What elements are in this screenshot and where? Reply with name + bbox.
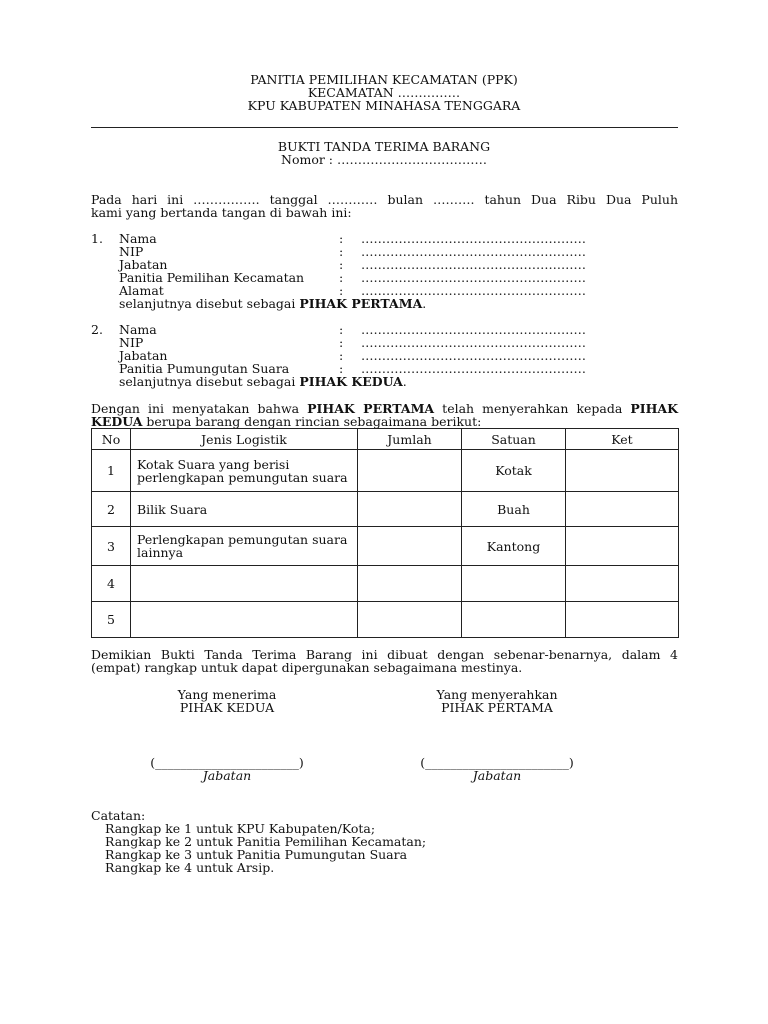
signature-left-jabatan: Jabatan: [202, 768, 252, 783]
cell-jenis: [131, 602, 358, 638]
cell-ket: [566, 602, 679, 638]
column-header-ket: Ket: [566, 429, 679, 450]
signature-right-party: PIHAK PERTAMA: [441, 700, 553, 715]
closing-period: .: [422, 296, 427, 311]
field-dots: ………………………………………………: [361, 322, 586, 337]
cell-jenis: Bilik Suara: [131, 492, 358, 527]
field-dots: ………………………………………………: [361, 361, 586, 376]
closing-line-1: Demikian Bukti Tanda Terima Barang ini dibuat dengan sebenar-benarnya, dalam 4: [91, 647, 678, 662]
cell-no: 1: [92, 450, 131, 492]
party-1-closing: [119, 297, 426, 310]
closing-period: .: [402, 374, 407, 389]
cell-no: 3: [92, 527, 131, 566]
signature-right-role: Yang menyerahkan: [436, 687, 558, 702]
closing-text: selanjutnya disebut sebagai: [119, 296, 300, 311]
cell-jenis: Perlengkapan pemungutan suara lainnya: [131, 527, 358, 566]
field-dots: ………………………………………………: [361, 270, 586, 285]
notes-item: Rangkap ke 3 untuk Panitia Pumungutan Suara: [105, 847, 408, 862]
cell-jumlah: [358, 566, 462, 602]
party-2-designation: PIHAK KEDUA: [299, 374, 403, 389]
field-colon: :: [339, 257, 344, 272]
table-header-row: [92, 429, 679, 450]
closing-text: selanjutnya disebut sebagai: [119, 374, 300, 389]
document-number: Nomor : ………………………………: [281, 152, 487, 167]
column-header-no: No: [92, 429, 131, 450]
cell-no: 5: [92, 602, 131, 638]
field-colon: :: [339, 348, 344, 363]
field-colon: :: [339, 283, 344, 298]
header-line-2: KECAMATAN ……………: [307, 85, 461, 100]
field-colon: :: [339, 270, 344, 285]
statement-party-2a: PIHAK: [630, 401, 678, 416]
field-dots: ………………………………………………: [361, 231, 586, 246]
table-row: [92, 602, 679, 638]
party-1-designation: PIHAK PERTAMA: [299, 296, 423, 311]
statement-line-2: [91, 415, 678, 428]
field-colon: :: [339, 361, 344, 376]
field-colon: :: [339, 244, 344, 259]
field-dots: ………………………………………………: [361, 283, 586, 298]
signature-right-jabatan: Jabatan: [472, 768, 522, 783]
notes-item: Rangkap ke 2 untuk Panitia Pemilihan Kecamatan;: [105, 834, 427, 849]
column-header-satuan: Satuan: [462, 429, 566, 450]
field-colon: :: [339, 322, 344, 337]
cell-jumlah: [358, 602, 462, 638]
field-label: NIP: [119, 335, 144, 350]
field-dots: ………………………………………………: [361, 257, 586, 272]
cell-satuan: Kotak: [462, 450, 566, 492]
header-line-3: KPU KABUPATEN MINAHASA TENGGARA: [247, 98, 521, 113]
field-dots: ………………………………………………: [361, 335, 586, 350]
intro-line-1: Pada hari ini ……………. tanggal ………… bulan ………. tahun Dua Ribu Dua Puluh: [91, 192, 678, 207]
cell-satuan: [462, 602, 566, 638]
logistics-table: [91, 428, 679, 638]
statement-party-1: PIHAK PERTAMA: [307, 401, 435, 416]
statement-party-2b: KEDUA: [91, 414, 143, 429]
cell-satuan: Buah: [462, 492, 566, 527]
field-label: Panitia Pumungutan Suara: [119, 361, 290, 376]
field-colon: :: [339, 335, 344, 350]
column-header-jumlah: Jumlah: [358, 429, 462, 450]
statement-text: Dengan ini menyatakan bahwa: [91, 401, 308, 416]
field-dots: ………………………………………………: [361, 244, 586, 259]
field-label: Nama: [119, 322, 157, 337]
cell-no: 2: [92, 492, 131, 527]
cell-jenis: Kotak Suara yang berisi perlengkapan pemungutan suara: [131, 450, 358, 492]
notes-title: Catatan:: [91, 808, 146, 823]
document-title: BUKTI TANDA TERIMA BARANG: [277, 139, 491, 154]
signature-left-party: PIHAK KEDUA: [179, 700, 275, 715]
signature-left-role: Yang menerima: [177, 687, 277, 702]
table-row: [92, 527, 679, 566]
table-row: [92, 566, 679, 602]
intro-line-2: kami yang bertanda tangan di bawah ini:: [91, 205, 352, 220]
field-label: Jabatan: [119, 257, 168, 272]
cell-jumlah: [358, 527, 462, 566]
cell-ket: [566, 566, 679, 602]
party-2-number: 2.: [91, 322, 103, 337]
field-label: NIP: [119, 244, 144, 259]
field-label: Panitia Pemilihan Kecamatan: [119, 270, 305, 285]
signature-right-name-line: (_______________________): [420, 755, 574, 770]
signature-left-name-line: (_______________________): [150, 755, 304, 770]
field-label: Jabatan: [119, 348, 168, 363]
closing-line-2: (empat) rangkap untuk dapat dipergunakan sebagaimana mestinya.: [91, 660, 523, 675]
party-2-closing: [119, 375, 407, 388]
notes-item: Rangkap ke 1 untuk KPU Kabupaten/Kota;: [105, 821, 376, 836]
column-header-jenis: Jenis Logistik: [131, 429, 358, 450]
field-label: Alamat: [119, 283, 164, 298]
statement-text: telah menyerahkan kepada: [434, 401, 631, 416]
cell-jumlah: [358, 492, 462, 527]
statement-text: berupa barang dengan rincian sebagaimana berikut:: [142, 414, 482, 429]
cell-ket: [566, 450, 679, 492]
field-label: Nama: [119, 231, 157, 246]
table-row: [92, 492, 679, 527]
cell-satuan: [462, 566, 566, 602]
cell-jumlah: [358, 450, 462, 492]
header-divider: [91, 127, 678, 128]
table-row: [92, 450, 679, 492]
cell-satuan: Kantong: [462, 527, 566, 566]
cell-ket: [566, 527, 679, 566]
field-colon: :: [339, 231, 344, 246]
party-1-number: 1.: [91, 231, 103, 246]
header-line-1: PANITIA PEMILIHAN KECAMATAN (PPK): [250, 72, 518, 87]
cell-jenis: [131, 566, 358, 602]
cell-no: 4: [92, 566, 131, 602]
cell-ket: [566, 492, 679, 527]
field-dots: ………………………………………………: [361, 348, 586, 363]
notes-item: Rangkap ke 4 untuk Arsip.: [105, 860, 275, 875]
